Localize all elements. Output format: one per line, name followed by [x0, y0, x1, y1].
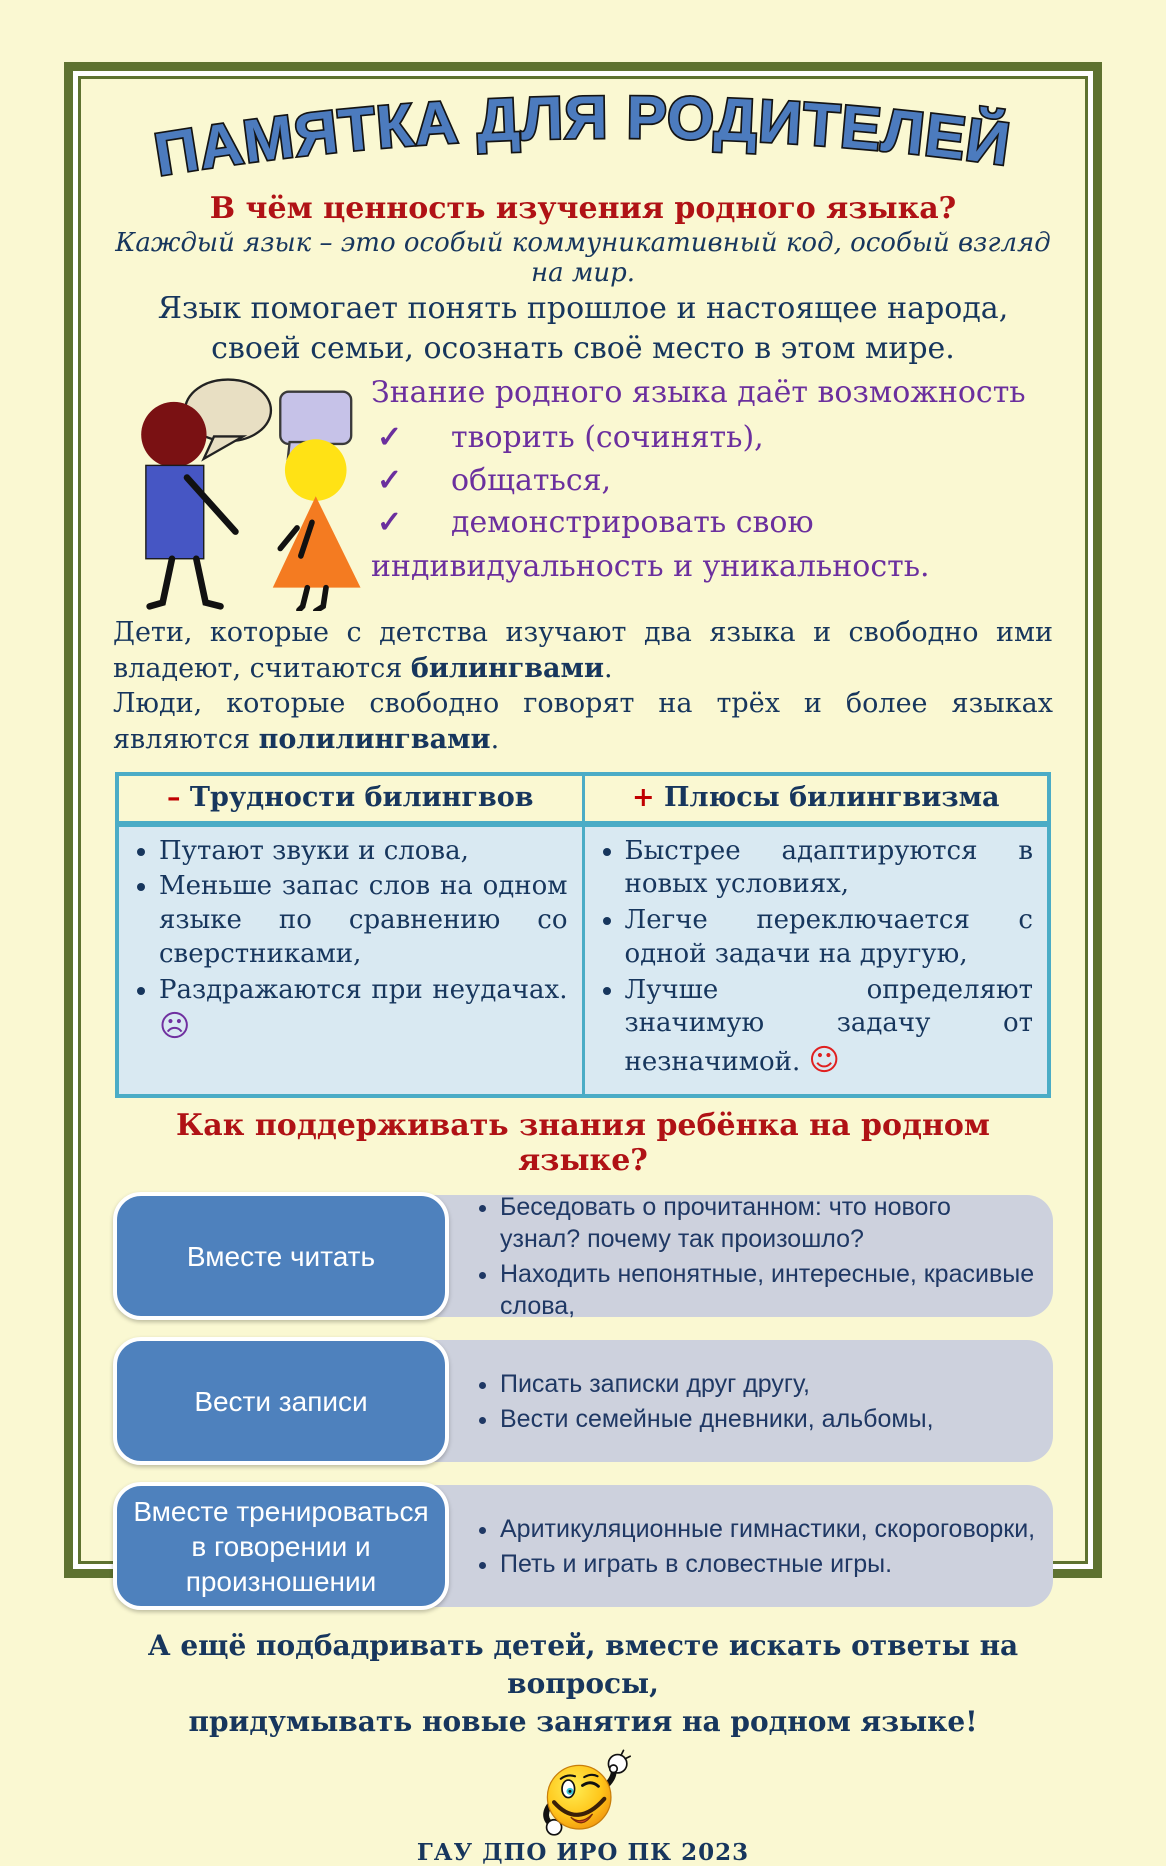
table-header-row — [119, 776, 1047, 827]
support-label: Вести записи — [194, 1385, 368, 1417]
possibility-item — [371, 502, 1053, 545]
possibility-item — [371, 460, 1053, 503]
value-heading: В чём ценность изучения родного языка? — [209, 191, 957, 226]
table-header-difficulties — [119, 776, 585, 821]
bilingual-paragraph — [113, 615, 1053, 686]
bilingual-paragraphs — [113, 615, 1053, 758]
possibility-item-label: творить (сочинять), — [451, 420, 764, 455]
table-header-pluses — [585, 776, 1048, 821]
bilingual-pros-cons-table — [115, 772, 1051, 1099]
svg-text:ПАМЯТКА ДЛЯ РОДИТЕЛЕЙ — [150, 87, 1015, 188]
minus-sign: – — [167, 781, 181, 813]
paragraph-text: Люди, которые свободно говорят на трёх и более языках являются — [113, 688, 1053, 755]
support-label-box — [113, 1482, 449, 1610]
arched-title-svg — [113, 87, 1053, 189]
plus-sign: + — [631, 781, 655, 813]
smiling-face-icon: ☺ — [808, 1043, 840, 1079]
table-header-label: Плюсы билингвизма — [664, 781, 1000, 813]
closing-line2: придумывать новые занятия на родном языке! — [188, 1704, 978, 1738]
support-row-read — [113, 1192, 1053, 1320]
paragraph-text: Дети, которые с детства изучают два языка и свободно ими владеют, считаются — [113, 617, 1053, 684]
table-item: • Раздражаются при неудачах. ☹ — [159, 974, 568, 1047]
two-stick-people-talking-icon — [113, 373, 371, 611]
support-bullet: • Писать записки друг другу, — [500, 1368, 1037, 1400]
value-lead-line1: Язык помогает понять прошлое и настоящее народа, — [157, 291, 1009, 326]
checkmark-icon: ✓ — [377, 462, 403, 498]
checkmark-icon: ✓ — [377, 420, 403, 455]
support-label: Вместе читать — [186, 1240, 376, 1272]
support-label-box — [113, 1337, 449, 1465]
support-row-train — [113, 1482, 1053, 1610]
table-header-label: Трудности билингвов — [189, 781, 534, 813]
table-body-row — [119, 827, 1047, 1095]
possibility-item-label: демонстрировать свою — [451, 505, 814, 541]
paragraph-text: . — [490, 723, 500, 755]
polylingual-paragraph — [113, 686, 1053, 757]
support-label: Вместе тренироваться в говорении и произношении — [133, 1495, 429, 1597]
support-bullet: • Вести семейные дневники, альбомы, — [500, 1403, 1037, 1435]
term-bilinguals: билингвами — [410, 652, 604, 684]
table-item: • Быстрее адаптируются в новых условиях, — [625, 835, 1034, 903]
table-item: • Легче переключается с одной задачи на другую, — [625, 904, 1034, 972]
mascot-area — [113, 1747, 1053, 1839]
winking-smiley-ok-hand-icon — [529, 1747, 638, 1839]
support-label-box — [113, 1192, 449, 1320]
possibility-section — [113, 373, 1053, 611]
checkmark-icon: ✓ — [377, 505, 403, 541]
table-item: • Лучше определяют значимую задачу от незначимой. ☺ — [625, 974, 1034, 1081]
poster-frame — [64, 62, 1102, 1866]
value-lead-line2: своей семьи, осознать своё место в этом мире. — [211, 330, 955, 366]
table-cell-difficulties — [119, 827, 585, 1095]
closing-line1: А ещё подбадривать детей, вместе искать ответы на вопросы, — [147, 1629, 1019, 1701]
sad-face-icon: ☹ — [159, 1009, 191, 1045]
support-bullet: • Беседовать о прочитанном: что нового узнал? почему так произошло? — [500, 1191, 1037, 1255]
footer-credit: ГАУ ДПО ИРО ПК 2023 — [416, 1838, 750, 1866]
value-subtitle: Каждый язык – это особый коммуникативный код, особый взгляд на мир. — [115, 228, 1051, 288]
support-row-write — [113, 1337, 1053, 1465]
poster-title-wordart — [113, 87, 1053, 189]
table-item: • Меньше запас слов на одном языке по сравнению со сверстниками, — [159, 870, 568, 971]
possibility-text — [371, 373, 1053, 611]
support-heading: Как поддерживать знания ребёнка на родном языке? — [176, 1108, 990, 1179]
support-bullet: • Аритикуляционные гимнастики, скороговорки, — [500, 1513, 1037, 1545]
possibility-tail: индивидуальность и уникальность. — [371, 548, 930, 584]
stick-figures-svg — [113, 373, 371, 611]
page-title: ПАМЯТКА ДЛЯ РОДИТЕЛЕЙ — [149, 87, 1015, 189]
table-item: • Путают звуки и слова, — [159, 835, 568, 869]
closing-text — [113, 1627, 1053, 1740]
support-bullet: • Петь и играть в словестные игры. — [500, 1548, 1037, 1580]
possibility-item-label: общаться, — [451, 462, 612, 498]
poster-content — [73, 71, 1093, 1866]
term-polylinguals: полилингвами — [258, 723, 491, 755]
table-cell-pluses — [585, 827, 1048, 1095]
paragraph-text: . — [603, 652, 613, 684]
possibility-lead: Знание родного языка даёт возможность — [371, 375, 1026, 410]
possibility-item — [371, 417, 1053, 460]
support-bullet: • Находить непонятные, интересные, красивые слова, — [500, 1258, 1037, 1322]
